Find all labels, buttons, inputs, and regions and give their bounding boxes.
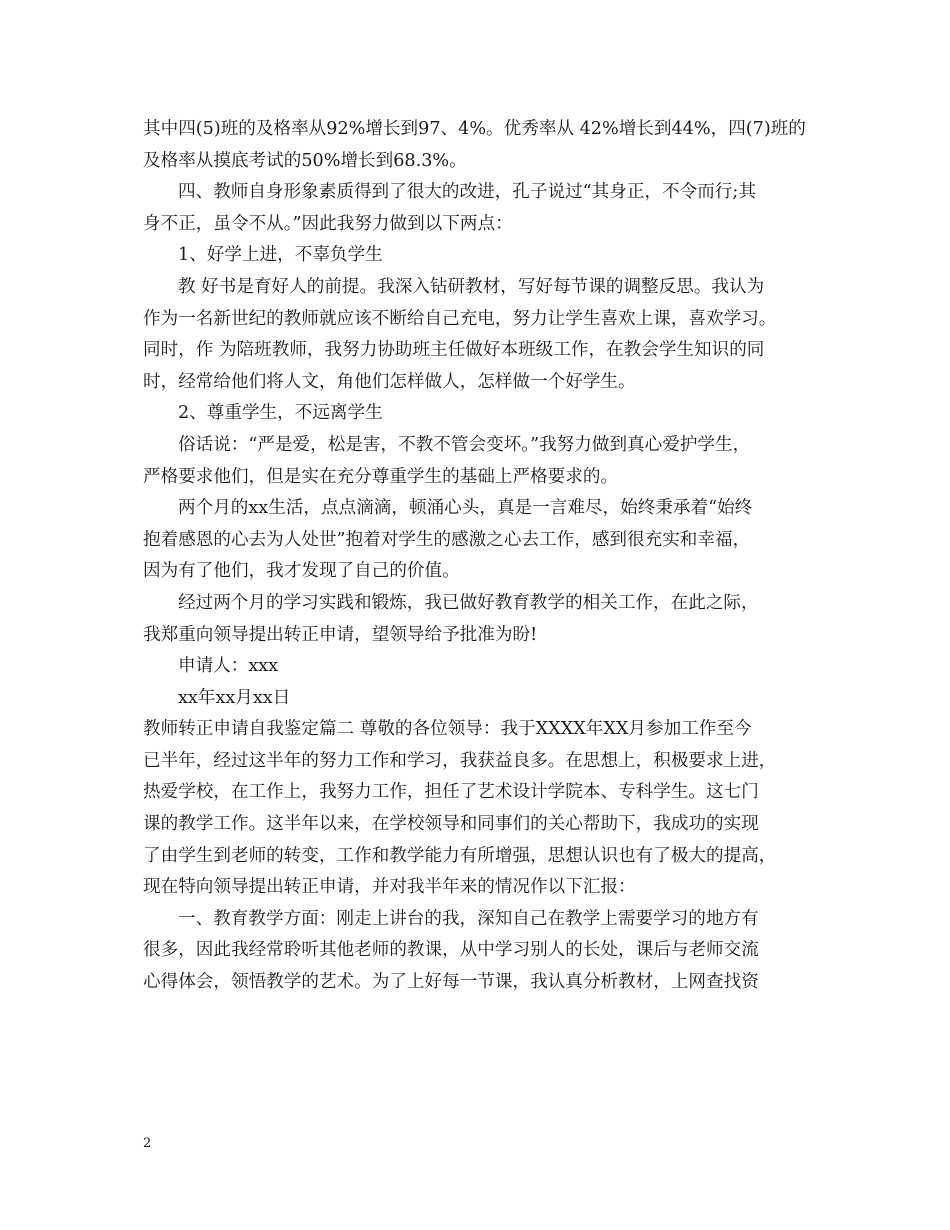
text-line: 经过两个月的学习实践和锻炼，我已做好教育教学的相关工作，在此之际， (178, 592, 759, 613)
text-line: 抱着感恩的心去为人处世”抱着对学生的感激之心去工作，感到很充实和幸福， (143, 529, 751, 550)
text-line: 心得体会，领悟教学的艺术。为了上好每一节课，我认真分析教材，上网查找资 (143, 972, 759, 993)
text-line: 同时，作 为陪班教师，我努力协助班主任做好本班级工作，在教会学生知识的同 (143, 340, 765, 361)
page-number: 2 (143, 1136, 152, 1151)
text-line: 时，经常给他们将人文，角他们怎样做人，怎样做一个好学生。 (143, 371, 636, 392)
text-line: 1、好学上进，不辜负学生 (178, 245, 383, 266)
text-line: 了由学生到老师的转变，工作和教学能力有所增强，思想认识也有了极大的提高， (143, 845, 777, 866)
text-line: 我郑重向领导提出转正申请，望领导给予批准为盼! (143, 624, 538, 645)
text-line: 严格要求他们，但是实在充分尊重学生的基础上严格要求的。 (143, 466, 619, 487)
text-line: 一、教育教学方面：刚走上讲台的我，深知自己在教学上需要学习的地方有 (178, 908, 759, 929)
text-line: 身不正，虽令不从。”因此我努力做到以下两点： (143, 213, 513, 234)
text-line: 俗话说：“严是爱，松是害，不教不管会变坏。”我努力做到真心爱护学生， (178, 434, 751, 455)
text-line: 2、尊重学生，不远离学生 (178, 403, 383, 424)
text-line: 作为一名新世纪的教师就应该不断给自己充电，努力让学生喜欢上课，喜欢学习。 (143, 308, 777, 329)
text-line: 现在特向领导提出转正申请，并对我半年来的情况作以下汇报： (143, 877, 636, 898)
text-line: 因为有了他们，我才发现了自己的价值。 (143, 561, 460, 582)
text-line: 教 好书是育好人的前提。我深入钻研教材，写好每节课的调整反思。我认为 (178, 276, 765, 297)
text-line: 及格率从摸底考试的50%增长到68.3%。 (143, 150, 467, 171)
text-line: 很多，因此我经常聆听其他老师的教课，从中学习别人的长处，课后与老师交流 (143, 940, 759, 961)
text-line: 教师转正申请自我鉴定篇二 尊敬的各位领导：我于XXXX年XX月参加工作至今 (143, 719, 752, 740)
text-line: 两个月的xx生活，点点滴滴，顿涌心头，真是一言难尽，始终秉承着“始终 (178, 498, 753, 519)
document-body (143, 114, 833, 999)
text-line: 其中四(5)班的及格率从92%增长到97、4%。优秀率从 42%增长到44%，四(7)班的 (143, 119, 806, 139)
text-line: 申请人：xxx (178, 656, 279, 677)
text-line: 已半年，经过这半年的努力工作和学习，我获益良多。在思想上，积极要求上进， (143, 750, 777, 771)
text-line: 热爱学校，在工作上，我努力工作，担任了艺术设计学院本、专科学生。这七门 (143, 782, 759, 803)
text-line: 四、教师自身形象素质得到了很大的改进，孔子说过“其身正，不令而行;其 (178, 182, 756, 203)
text-line: xx年xx月xx日 (178, 687, 291, 708)
text-line: 课的教学工作。这半年以来，在学校领导和同事们的关心帮助下，我成功的实现 (143, 814, 759, 835)
